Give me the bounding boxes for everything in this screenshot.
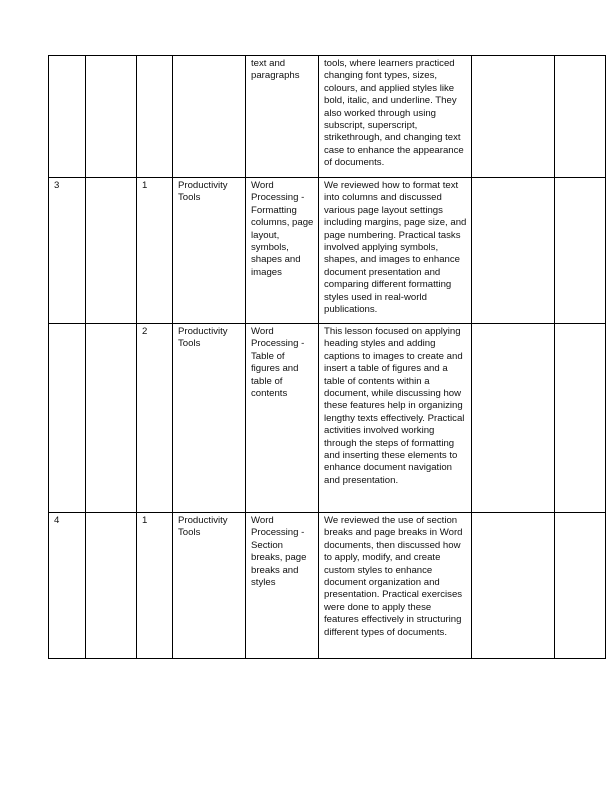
blank-cell — [86, 56, 137, 178]
lesson-cell: 1 — [137, 513, 173, 659]
strand-cell: Productivity Tools — [173, 324, 246, 513]
table-row — [49, 178, 606, 324]
blank-cell — [555, 513, 606, 659]
description-cell: We reviewed the use of section breaks and page breaks in Word documents, then discussed how to apply, modify, and create custom styles to enhance document organization and presentation. Practical exercises were done to apply these features effectively in structuring different types of documents. — [319, 513, 472, 659]
strand-cell — [173, 56, 246, 178]
strand-cell: Productivity Tools — [173, 178, 246, 324]
blank-cell — [86, 513, 137, 659]
description-cell: This lesson focused on applying heading styles and adding captions to images to create and insert a table of figures and a table of contents within a document, while discussing how these features help in organizing lengthy texts effectively. Practical activities involved working through the steps of formatting and inserting these elements to enhance document navigation and presentation. — [319, 324, 472, 513]
table-row — [49, 56, 606, 178]
sub-strand-cell: text and paragraphs — [246, 56, 319, 178]
blank-cell — [472, 513, 555, 659]
week-cell: 3 — [49, 178, 86, 324]
blank-cell — [472, 324, 555, 513]
lesson-cell: 2 — [137, 324, 173, 513]
table-row — [49, 513, 606, 659]
blank-cell — [472, 178, 555, 324]
blank-cell — [86, 324, 137, 513]
sub-strand-cell: Word Processing - Formatting columns, page layout, symbols, shapes and images — [246, 178, 319, 324]
lesson-log-table — [48, 55, 606, 659]
blank-cell — [555, 56, 606, 178]
strand-cell: Productivity Tools — [173, 513, 246, 659]
blank-cell — [555, 178, 606, 324]
description-cell: tools, where learners practiced changing font types, sizes, colours, and applied styles like bold, italic, and underline. They also worked through using subscript, superscript, strikethrough, and changing text case to enhance the appearance of documents. — [319, 56, 472, 178]
blank-cell — [472, 56, 555, 178]
blank-cell — [555, 324, 606, 513]
sub-strand-cell: Word Processing - Section breaks, page breaks and styles — [246, 513, 319, 659]
description-cell: We reviewed how to format text into columns and discussed various page layout settings including margins, page size, and page numbering. Practical tasks involved applying symbols, shapes, and images to enhance document presentation and comparing different formatting styles used in real-world publications. — [319, 178, 472, 324]
week-cell: 4 — [49, 513, 86, 659]
lesson-cell: 1 — [137, 178, 173, 324]
blank-cell — [86, 178, 137, 324]
week-cell — [49, 56, 86, 178]
table-row — [49, 324, 606, 513]
week-cell — [49, 324, 86, 513]
lesson-cell — [137, 56, 173, 178]
sub-strand-cell: Word Processing - Table of figures and table of contents — [246, 324, 319, 513]
